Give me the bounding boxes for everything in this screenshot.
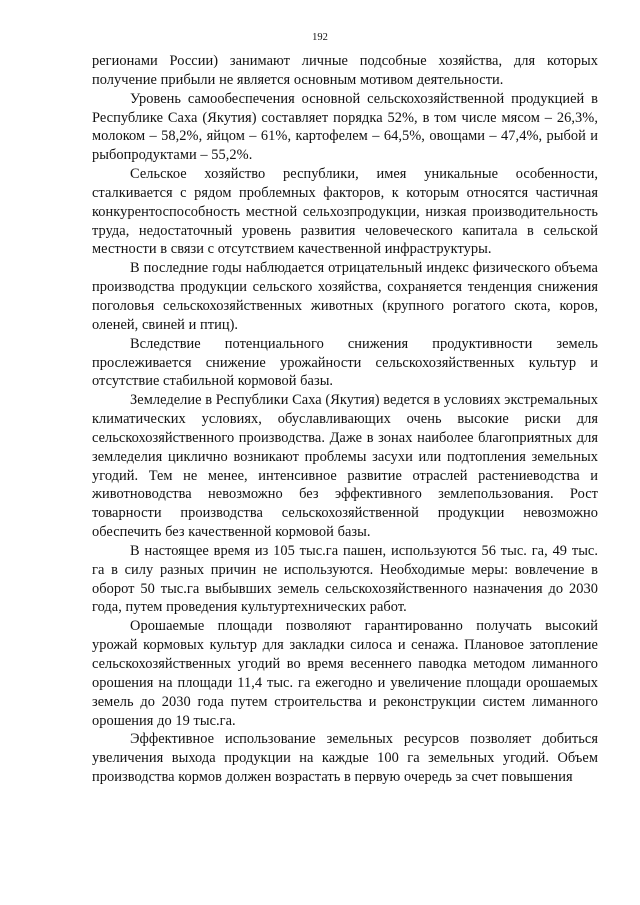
paragraph: Сельское хозяйство республики, имея уникальные особенности, сталкивается с рядом проблемных факторов, к которым относятся частичная конкурентоспособность местной сельхозпродукции, низкая производительность труда, недостаточный уровень развития человеческого капитала в сельской местности в связи с отсутствием качественной инфраструктуры.	[92, 166, 598, 258]
body-text	[92, 52, 598, 787]
paragraph: Уровень самообеспечения основной сельскохозяйственной продукцией в Республике Саха (Якутия) составляет порядка 52%, в том числе мясом – 26,3%, молоком – 58,2%, яйцом – 61%, картофелем – 64,5%, овощами – 47,4%, рыбой и рыбопродуктами – 55,2%.	[92, 90, 598, 164]
paragraph: Вследствие потенциального снижения продуктивности земель прослеживается снижение урожайности сельскохозяйственных культур и отсутствие стабильной кормовой базы.	[92, 335, 598, 390]
paragraph: В настоящее время из 105 тыс.га пашен, используются 56 тыс. га, 49 тыс. га в силу разных причин не используются. Необходимые меры: вовлечение в оборот 50 тыс.га выбывших земель сельскохозяйственного назначения до 2030 года, путем проведения культуртехнических работ.	[92, 542, 598, 616]
page-number: 192	[312, 32, 328, 43]
paragraph: Эффективное использование земельных ресурсов позволяет добиться увеличения выхода продукции на каждые 100 га земельных угодий. Объем производства кормов должен возрастать в первую очередь за счет повышения	[92, 731, 598, 786]
paragraph: регионами России) занимают личные подсобные хозяйства, для которых получение прибыли не является основным мотивом деятельности.	[92, 53, 598, 88]
paragraph: Орошаемые площади позволяют гарантированно получать высокий урожай кормовых культур для закладки силоса и сенажа. Плановое затопление сельскохозяйственных угодий во время весеннего паводка методом лиманного орошения на площади 11,4 тыс. га ежегодно и увеличение площади орошаемых земель до 2030 года путем строительства и реконструкции систем лиманного орошения до 19 тыс.га.	[92, 618, 598, 729]
paragraph: Земледелие в Республики Саха (Якутия) ведется в условиях экстремальных климатических условиях, обуславливающих очень высокие риски для сельскохозяйственного производства. Даже в зонах наиболее благоприятных для земледелия циклично возникают проблемы засухи или подтопления земельных угодий. Тем не менее, интенсивное развитие отраслей растениеводства и животноводства невозможно без эффективного землепользования. Рост товарности производства сельскохозяйственной продукции невозможно обеспечить без качественной кормовой базы.	[92, 392, 598, 541]
paragraph: В последние годы наблюдается отрицательный индекс физического объема производства продукции сельского хозяйства, сохраняется тенденция снижения поголовья сельскохозяйственных животных (крупного рогатого скота, коров, оленей, свиней и птиц).	[92, 260, 598, 333]
